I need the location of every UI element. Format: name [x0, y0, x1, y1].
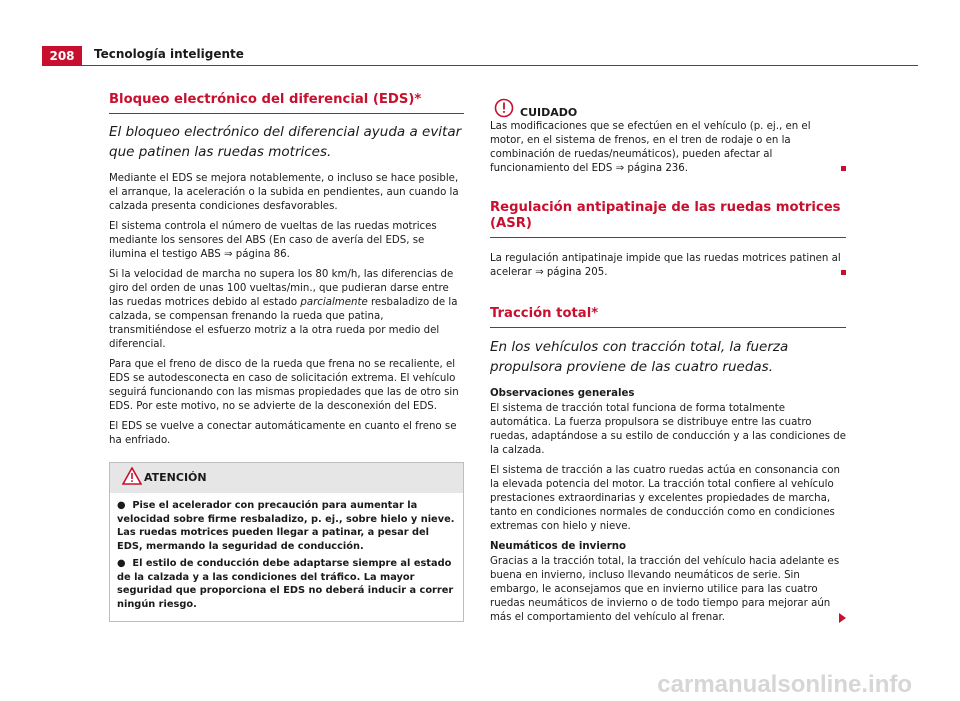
- warning-header: [110, 463, 463, 493]
- watermark: carmanualsonline.info: [657, 671, 912, 698]
- text-run: Gracias a la tracción total, la tracción del vehículo hacia adelante es buena en invierno, incluso llevando neumáticos de serie. Sin embargo, le aconsejamos que en invierno utilice para las cuatro ruedas neumáticos de invierno o de todo tiempo para mejorar aún más el comportamiento del vehículo al frenar.: [490, 556, 840, 623]
- lead-text-awd: En los vehículos con tracción total, la fuerza propulsora proviene de las cuatro ruedas.: [490, 339, 789, 375]
- caution-label: CUIDADO: [520, 106, 578, 119]
- left-column: [109, 92, 464, 622]
- section-end-marker: [841, 270, 846, 275]
- text-run: Si la velocidad de marcha no supera los 80 km/h, las diferencias de giro del orden de unas 100 vueltas/min., que pudieran darse entre las ruedas motrices debido al estado: [109, 269, 454, 308]
- chapter-title: Tecnología inteligente: [94, 47, 244, 61]
- caution-text: [490, 120, 846, 176]
- paragraph: El sistema controla el número de vueltas de las ruedas motrices mediante los sensores del ABS (En caso de avería del EDS, se ilumina el testigo ABS ⇒ página 86.: [109, 221, 437, 260]
- paragraph: El sistema de tracción a las cuatro ruedas actúa en consonancia con la elevada potencia del motor. La tracción total confiere al vehículo prestaciones extraordinarias y excelentes propiedades de marcha, tanto en condiciones normales de conducción como en condiciones extremas con hielo y nieve.: [490, 465, 840, 532]
- paragraph: El EDS se vuelve a conectar automáticamente en cuanto el freno se ha enfriado.: [109, 421, 457, 446]
- warning-item-text: Pise el acelerador con precaución para aumentar la velocidad sobre firme resbaladizo, p. ej., sobre hielo y nieve. Las ruedas motrices pueden llegar a patinar, a pesar del EDS, mermando la seguridad de conducción.: [117, 500, 455, 552]
- section-heading-awd: Tracción total*: [490, 306, 846, 328]
- page-number: 208: [42, 46, 82, 66]
- paragraph: El sistema de tracción total funciona de forma totalmente automática. La fuerza propulsora se distribuye entre las cuatro ruedas, adaptándose a su estilo de conducción y a las condiciones de la calzada.: [490, 403, 846, 456]
- emphasis-text: parcialmente: [300, 297, 368, 308]
- warning-item: ● Pise el acelerador con precaución para aumentar la velocidad sobre firme resbaladizo, p. ej., sobre hielo y nieve. Las ruedas motrices pueden llegar a patinar, a pesar del EDS, mermando la seguridad de conducción.: [117, 500, 455, 552]
- warning-item: ● El estilo de conducción debe adaptarse siempre al estado de la calzada y a las condiciones del tráfico. La mayor seguridad que proporciona el EDS no deberá inducir a correr ningún riesgo.: [117, 558, 454, 610]
- lead-text-eds: El bloqueo electrónico del diferencial ayuda a evitar que patinen las ruedas motrices.: [109, 124, 462, 160]
- paragraph: Para que el freno de disco de la rueda que frena no se recaliente, el EDS se autodesconecta en caso de solicitación extrema. El vehículo seguirá funcionando con las mismas propiedades que las de otro sin EDS. Por este motivo, no se advierte de la desconexión del EDS.: [109, 359, 459, 412]
- caution-exclamation-icon: [494, 98, 514, 118]
- paragraph: [490, 252, 846, 280]
- caution-box: [490, 98, 846, 174]
- warning-label: ATENCIÓN: [144, 471, 207, 484]
- continue-arrow-icon: [839, 613, 846, 623]
- right-column: [490, 98, 846, 631]
- section-end-marker: [841, 166, 846, 171]
- paragraph: [490, 555, 846, 625]
- subheading-winter-tires: Neumáticos de invierno: [490, 541, 626, 552]
- text-run: La regulación antipatinaje impide que las ruedas motrices patinen al acelerar ⇒ página 205.: [490, 253, 841, 278]
- header-rule: [82, 65, 918, 66]
- paragraph: [109, 268, 464, 352]
- warning-body: [110, 493, 463, 621]
- warning-triangle-icon: [122, 467, 142, 485]
- text-run: resbaladizo de la calzada, se compensan frenando la rueda que patina, transmitiéndose el esfuerzo motriz a la otra rueda por medio del diferencial.: [109, 297, 458, 350]
- warning-box: [109, 462, 464, 622]
- paragraph: Mediante el EDS se mejora notablemente, o incluso se hace posible, el arranque, la aceleración o la subida en pendientes, aun cuando la calzada presenta condiciones desfavorables.: [109, 173, 459, 212]
- warning-item-text: El estilo de conducción debe adaptarse siempre al estado de la calzada y a las condiciones del tráfico. La mayor seguridad que proporciona el EDS no deberá inducir a correr ningún riesgo.: [117, 558, 454, 610]
- caution-text-run: Las modificaciones que se efectúen en el vehículo (p. ej., en el motor, en el sistema de frenos, en el tren de rodaje o en la combinación de ruedas/neumáticos), pueden afectar al funcionamiento del EDS ⇒ página 236.: [490, 121, 811, 174]
- section-heading-asr: Regulación antipatinaje de las ruedas motrices (ASR): [490, 200, 846, 238]
- section-heading-eds: Bloqueo electrónico del diferencial (EDS)*: [109, 92, 464, 114]
- subheading-general: Observaciones generales: [490, 388, 635, 399]
- page-header: [0, 0, 960, 66]
